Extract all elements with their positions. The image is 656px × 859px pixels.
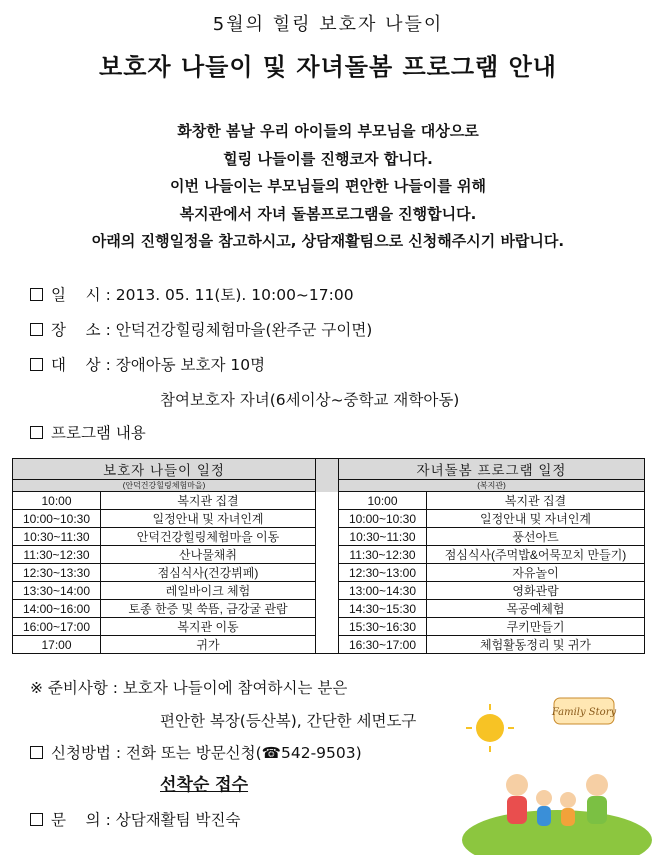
checkbox-square-icon xyxy=(30,288,43,301)
table-row xyxy=(13,600,645,618)
family-illustration xyxy=(462,690,652,855)
page-subtitle: 5월의 힐링 보호자 나들이 xyxy=(212,14,444,35)
intro-line: 화창한 봄날 우리 아이들의 부모님을 대상으로 xyxy=(177,122,479,140)
right-activity-cell: 복지관 집결 xyxy=(427,492,645,510)
table-row xyxy=(13,510,645,528)
schedule-table xyxy=(12,458,645,654)
table-row xyxy=(13,564,645,582)
left-activity-cell: 레일바이크 체험 xyxy=(101,582,316,600)
right-time-cell: 15:30~16:30 xyxy=(339,618,427,636)
prep-value-2: 편안한 복장(등산복), 간단한 세면도구 xyxy=(160,712,417,730)
table-gap xyxy=(316,636,339,654)
date-label: 일 시 xyxy=(51,286,101,304)
program-row xyxy=(30,421,146,443)
intro-line: 복지관에서 자녀 돌봄프로그램을 진행합니다. xyxy=(179,204,477,223)
right-schedule-title: 자녀돌봄 프로그램 일정 xyxy=(339,459,645,480)
checkbox-square-icon xyxy=(30,746,43,759)
right-activity-cell: 목공예체험 xyxy=(427,600,645,618)
left-schedule-subtitle: (안덕건강힐링체험마을) xyxy=(13,480,316,492)
table-gap xyxy=(316,528,339,546)
contact-value: : 상담재활팀 박진숙 xyxy=(105,811,241,829)
sun-icon xyxy=(476,714,504,742)
sign-text: Family Story xyxy=(551,707,617,718)
left-time-cell: 13:30~14:00 xyxy=(13,582,101,600)
table-gap xyxy=(316,582,339,600)
program-label: 프로그램 내용 xyxy=(51,424,146,442)
place-value: : 안덕건강힐링체험마을(완주군 구이면) xyxy=(105,321,373,339)
table-gap xyxy=(316,459,339,480)
left-time-cell: 10:30~11:30 xyxy=(13,528,101,546)
right-time-cell: 16:30~17:00 xyxy=(339,636,427,654)
date-row xyxy=(30,283,354,305)
left-activity-cell: 일정안내 및 자녀인계 xyxy=(101,510,316,528)
right-activity-cell: 체험활동정리 및 귀가 xyxy=(427,636,645,654)
checkbox-square-icon xyxy=(30,813,43,826)
table-row xyxy=(13,636,645,654)
right-time-cell: 14:30~15:30 xyxy=(339,600,427,618)
left-activity-cell: 산나물채취 xyxy=(101,546,316,564)
left-activity-cell: 안덕건강힐링체험마을 이동 xyxy=(101,528,316,546)
left-time-cell: 11:30~12:30 xyxy=(13,546,101,564)
right-activity-cell: 영화관람 xyxy=(427,582,645,600)
table-row xyxy=(13,546,645,564)
left-time-cell: 16:00~17:00 xyxy=(13,618,101,636)
target-label: 대 상 xyxy=(51,356,101,374)
intro-line: 힐링 나들이를 진행코자 합니다. xyxy=(223,149,433,168)
page-title: 보호자 나들이 및 자녀돌봄 프로그램 안내 xyxy=(99,53,557,81)
left-activity-cell: 토종 한증 및 쑥뜸, 금강굴 관람 xyxy=(101,600,316,618)
right-activity-cell: 풍선아트 xyxy=(427,528,645,546)
grass-hill xyxy=(462,810,652,855)
table-row xyxy=(13,492,645,510)
left-activity-cell: 점심식사(건강뷔페) xyxy=(101,564,316,582)
right-time-cell: 10:30~11:30 xyxy=(339,528,427,546)
target-value: : 장애아동 보호자 10명 xyxy=(105,356,266,374)
checkbox-square-icon xyxy=(30,426,43,439)
right-schedule-subtitle: (복지관) xyxy=(339,480,645,492)
left-time-cell: 17:00 xyxy=(13,636,101,654)
intro-line: 이번 나들이는 부모님들의 편안한 나들이를 위해 xyxy=(170,177,486,195)
left-activity-cell: 복지관 집결 xyxy=(101,492,316,510)
table-gap xyxy=(316,618,339,636)
place-row xyxy=(30,318,372,340)
target-value-2: 참여보호자 자녀(6세이상~중학교 재학아동) xyxy=(160,391,460,409)
left-activity-cell: 귀가 xyxy=(101,636,316,654)
left-activity-cell: 복지관 이동 xyxy=(101,618,316,636)
apply-label: 신청방법 xyxy=(51,744,111,762)
right-time-cell: 11:30~12:30 xyxy=(339,546,427,564)
intro-paragraph xyxy=(0,118,656,256)
right-time-cell: 12:30~13:00 xyxy=(339,564,427,582)
right-time-cell: 10:00 xyxy=(339,492,427,510)
date-value: : 2013. 05. 11(토). 10:00~17:00 xyxy=(105,286,354,304)
table-gap xyxy=(316,564,339,582)
table-gap xyxy=(316,492,339,510)
target-row xyxy=(30,353,265,375)
left-time-cell: 10:00~10:30 xyxy=(13,510,101,528)
left-time-cell: 14:00~16:00 xyxy=(13,600,101,618)
apply-row xyxy=(30,741,362,763)
table-gap xyxy=(316,480,339,492)
apply-value: : 전화 또는 방문신청(☎542-9503) xyxy=(115,744,362,762)
table-row xyxy=(13,618,645,636)
right-activity-cell: 자유놀이 xyxy=(427,564,645,582)
checkbox-square-icon xyxy=(30,358,43,371)
left-time-cell: 12:30~13:30 xyxy=(13,564,101,582)
table-row xyxy=(13,528,645,546)
contact-label: 문 의 xyxy=(51,811,101,829)
checkbox-square-icon xyxy=(30,323,43,336)
right-time-cell: 10:00~10:30 xyxy=(339,510,427,528)
left-time-cell: 10:00 xyxy=(13,492,101,510)
table-gap xyxy=(316,546,339,564)
prep-row: ※ 준비사항 : 보호자 나들이에 참여하시는 분은 xyxy=(30,679,348,697)
contact-row xyxy=(30,808,240,830)
table-row xyxy=(13,582,645,600)
table-gap xyxy=(316,510,339,528)
apply-emphasis: 선착순 접수 xyxy=(160,775,249,795)
table-gap xyxy=(316,600,339,618)
right-activity-cell: 쿠키만들기 xyxy=(427,618,645,636)
intro-line: 아래의 진행일정을 참고하시고, 상담재활팀으로 신청해주시기 바랍니다. xyxy=(91,232,565,250)
right-activity-cell: 일정안내 및 자녀인계 xyxy=(427,510,645,528)
left-schedule-title: 보호자 나들이 일정 xyxy=(13,459,316,480)
place-label: 장 소 xyxy=(51,321,101,339)
right-time-cell: 13:00~14:30 xyxy=(339,582,427,600)
right-activity-cell: 점심식사(주먹밥&어묵꼬치 만들기) xyxy=(427,546,645,564)
